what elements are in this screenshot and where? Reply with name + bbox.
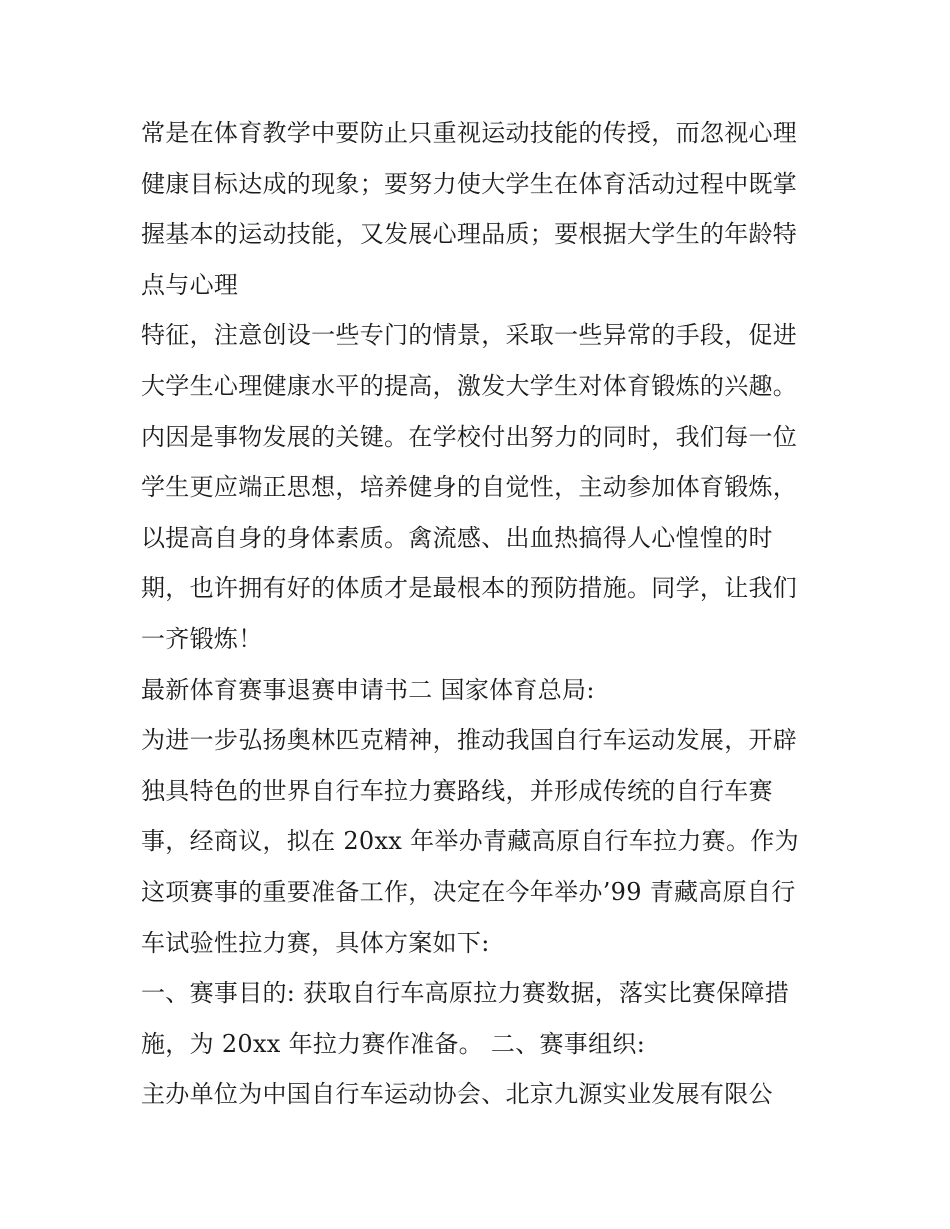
text-line: 以提高自身的身体素质。禽流感、出血热搞得人心惶惶的时 xyxy=(141,523,773,552)
text-line: 施，为 20xx 年拉力赛作准备。 二、赛事组织: xyxy=(141,1029,646,1058)
text-line: 期，也许拥有好的体质才是最根本的预防措施。同学，让我们 xyxy=(141,574,798,603)
section-heading: 最新体育赛事退赛申请书二 国家体育总局: xyxy=(141,675,595,704)
text-line: 独具特色的世界自行车拉力赛路线，并形成传统的自行车赛 xyxy=(141,776,773,805)
text-line: 内因是事物发展的关键。在学校付出努力的同时，我们每一位 xyxy=(141,422,798,451)
text-line: 一、赛事目的: 获取自行车高原拉力赛数据，落实比赛保障措 xyxy=(141,979,790,1008)
text-line: 车试验性拉力赛，具体方案如下: xyxy=(141,928,490,957)
text-line: 为进一步弘扬奥林匹克精神，推动我国自行车运动发展，开辟 xyxy=(141,726,798,755)
text-line: 健康目标达成的现象；要努力使大学生在体育活动过程中既掌 xyxy=(141,169,798,198)
text-line: 点与心理 xyxy=(141,270,239,299)
text-line: 这项赛事的重要准备工作，决定在今年举办’99 青藏高原自行 xyxy=(141,877,796,906)
text-line: 常是在体育教学中要防止只重视运动技能的传授，而忽视心理 xyxy=(141,119,798,147)
text-line: 特征，注意创设一些专门的情景，采取一些异常的手段，促进 xyxy=(141,321,798,350)
text-line: 主办单位为中国自行车运动协会、北京九源实业发展有限公 xyxy=(141,1080,773,1109)
document-body xyxy=(141,108,821,1120)
text-line: 一齐锻炼！ xyxy=(141,624,263,653)
text-line: 大学生心理健康水平的提高，激发大学生对体育锻炼的兴趣。 xyxy=(141,371,798,400)
text-line: 事，经商议，拟在 20xx 年举办青藏高原自行车拉力赛。作为 xyxy=(141,827,799,856)
text-line: 握基本的运动技能，又发展心理品质；要根据大学生的年龄特 xyxy=(141,220,798,249)
text-line: 学生更应端正思想，培养健身的自觉性，主动参加体育锻炼， xyxy=(141,473,798,502)
